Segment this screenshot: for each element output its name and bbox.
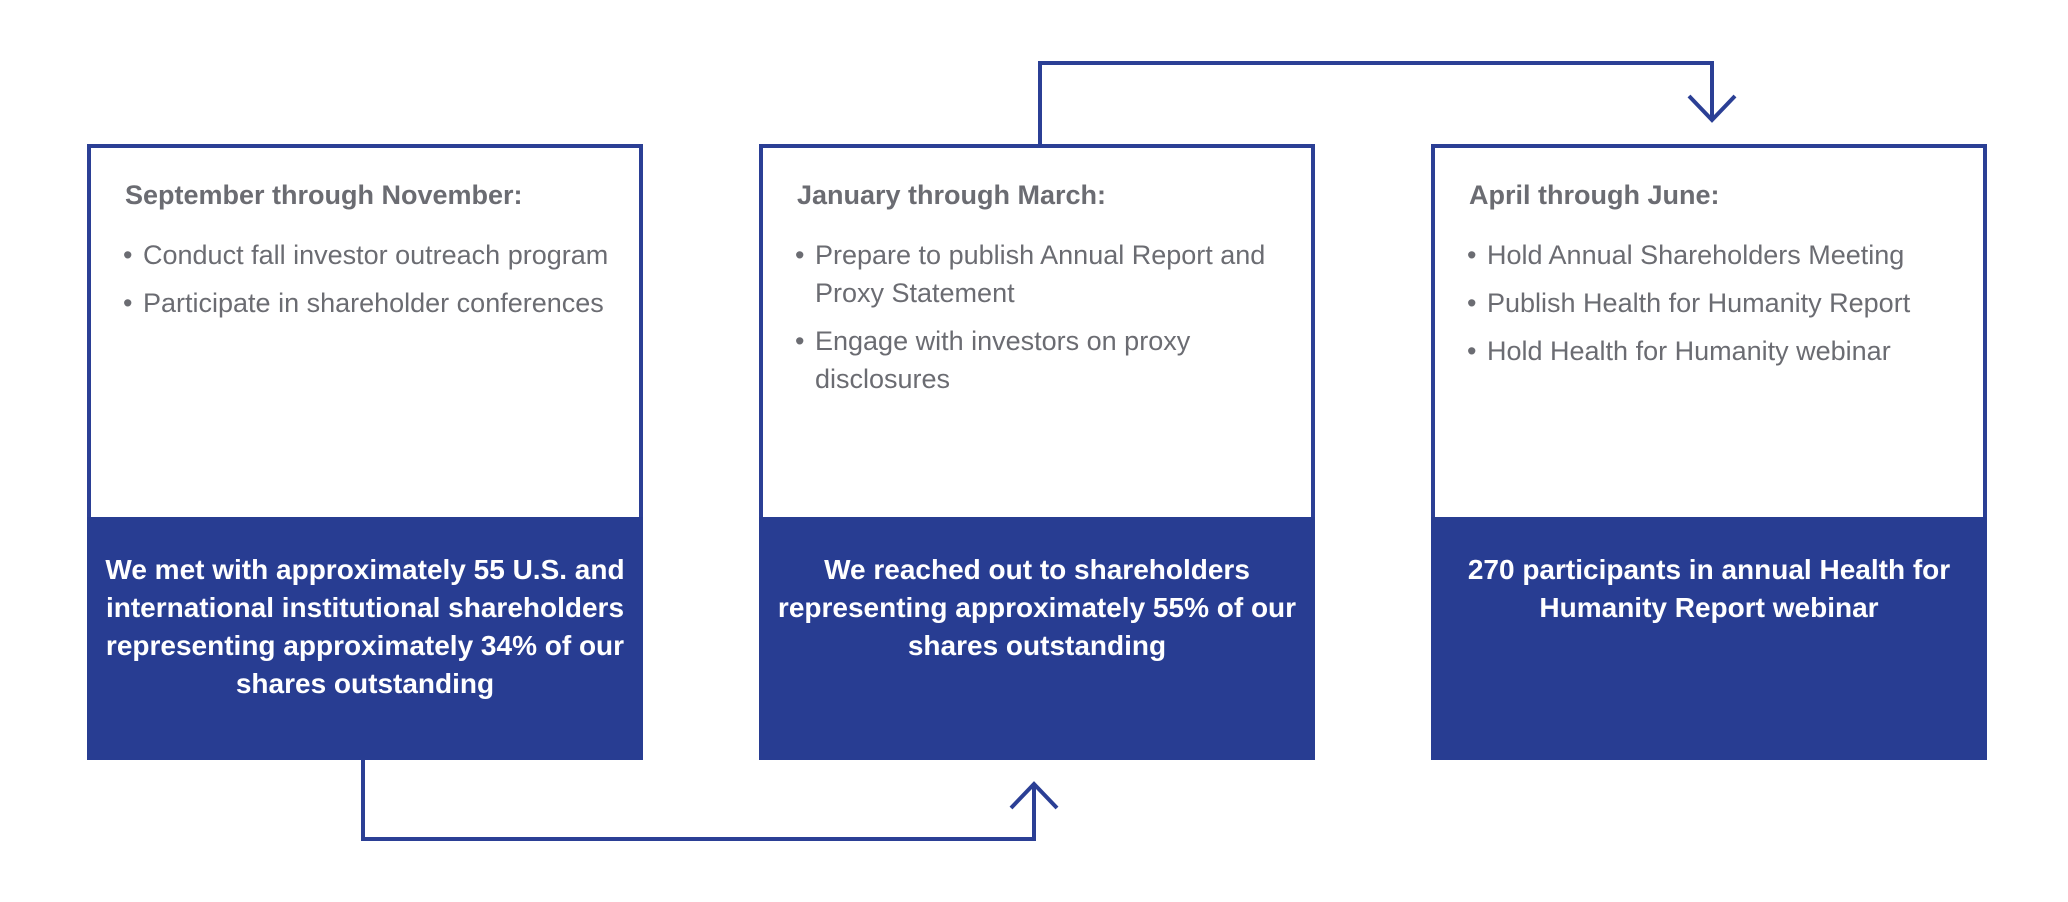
card-april-june (1431, 144, 1987, 760)
card-details (1431, 144, 1987, 517)
bullet-item: • Hold Annual Shareholders Meeting (1467, 236, 1963, 274)
card-summary-panel (759, 517, 1315, 760)
bullet-item: • Hold Health for Humanity webinar (1467, 332, 1963, 370)
bullet-list (795, 236, 1291, 408)
card-january-march (759, 144, 1315, 760)
connector-sep-to-jan (363, 760, 1034, 839)
bullet-item: • Publish Health for Humanity Report (1467, 284, 1963, 322)
card-title: April through June: (1469, 180, 1720, 210)
card-summary: 270 participants in annual Health for Humanity Report webinar (1467, 554, 1951, 623)
card-details (759, 144, 1315, 517)
bullet-item: • Engage with investors on proxy disclosures (795, 322, 1291, 398)
connector-jan-to-apr (1040, 63, 1712, 144)
card-title: September through November: (125, 180, 523, 210)
bullet-list (1467, 236, 1963, 380)
card-summary: We reached out to shareholders representing approximately 55% of our shares outstanding (777, 554, 1297, 661)
bullet-item: • Participate in shareholder conferences (123, 284, 619, 322)
bullet-item: • Prepare to publish Annual Report and Proxy Statement (795, 236, 1291, 312)
card-title: January through March: (797, 180, 1107, 210)
card-details (87, 144, 643, 517)
card-september-november (87, 144, 643, 760)
bullet-list (123, 236, 619, 332)
card-summary: We met with approximately 55 U.S. and international institutional shareholders representing approximately 34% of our shares outstanding (105, 554, 625, 699)
card-summary-panel (87, 517, 643, 760)
card-summary-panel (1431, 517, 1987, 760)
bullet-item: • Conduct fall investor outreach program (123, 236, 619, 274)
